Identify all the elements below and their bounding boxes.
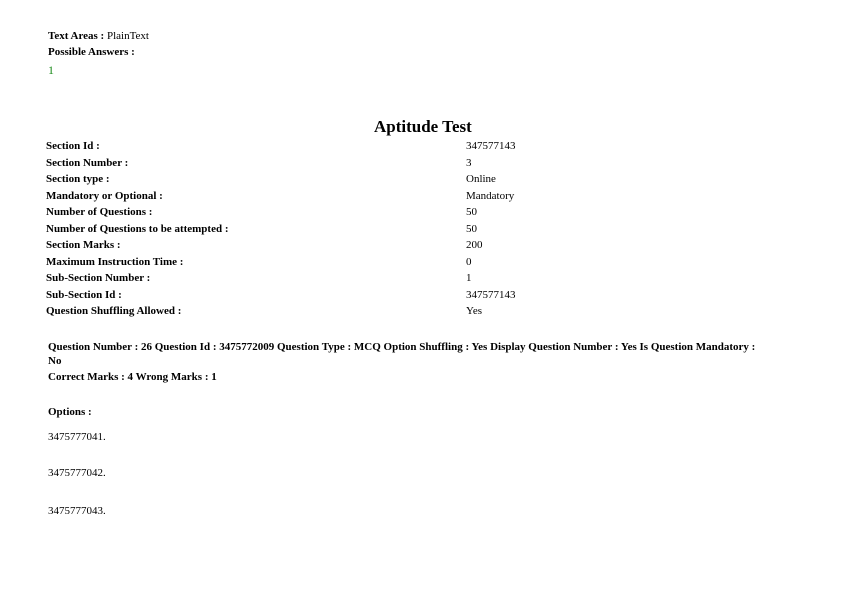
section-marks-label: Section Marks :	[46, 239, 121, 251]
option-item: 3475777042.	[48, 467, 106, 479]
questions-to-attempt-value: 50	[466, 223, 477, 235]
section-type-value: Online	[466, 173, 496, 185]
mandatory-optional-value: Mandatory	[466, 190, 515, 202]
options-label: Options :	[48, 406, 92, 418]
sub-section-id-label: Sub-Section Id :	[46, 289, 122, 301]
sub-section-number-label: Sub-Section Number :	[46, 272, 151, 284]
section-title: Aptitude Test	[374, 117, 472, 136]
section-id-value: 347577143	[466, 140, 516, 152]
section-type-label: Section type :	[46, 173, 110, 185]
question-marks: Correct Marks : 4 Wrong Marks : 1	[48, 371, 217, 383]
text-areas-value: PlainText	[106, 30, 149, 42]
section-number-label: Section Number :	[46, 157, 129, 169]
sub-section-number-value: 1	[466, 272, 472, 284]
section-marks-value: 200	[466, 239, 483, 251]
section-number-value: 3	[466, 157, 472, 169]
max-instruction-time-value: 0	[466, 256, 472, 268]
number-of-questions-label: Number of Questions :	[46, 206, 153, 218]
possible-answers-value: 1	[48, 63, 54, 77]
question-shuffling-label: Question Shuffling Allowed :	[46, 305, 182, 317]
option-item: 3475777041.	[48, 431, 106, 443]
sub-section-id-value: 347577143	[466, 289, 516, 301]
questions-to-attempt-label: Number of Questions to be attempted :	[46, 223, 229, 235]
max-instruction-time-label: Maximum Instruction Time :	[46, 256, 184, 268]
text-areas-label: Text Areas :	[48, 30, 105, 42]
mandatory-optional-label: Mandatory or Optional :	[46, 190, 163, 202]
text-areas-line	[48, 30, 149, 42]
question-header: Question Number : 26 Question Id : 3475772009 Question Type : MCQ Option Shuffling : Yes Display Question Number : Yes Is Question Mandatory : No	[48, 341, 756, 367]
number-of-questions-value: 50	[466, 206, 477, 218]
possible-answers-label: Possible Answers :	[48, 46, 135, 58]
question-shuffling-value: Yes	[466, 305, 483, 317]
option-item: 3475777043.	[48, 505, 106, 517]
section-id-label: Section Id :	[46, 140, 100, 152]
